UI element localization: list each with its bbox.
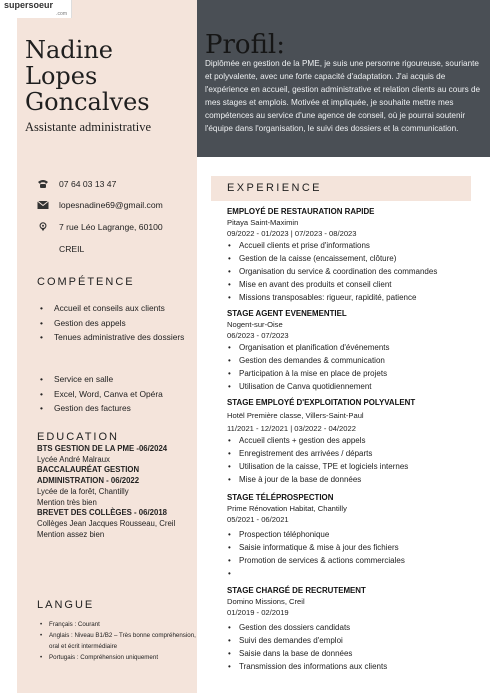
job-title: EMPLOYÉ DE RESTAURATION RAPIDE: [227, 207, 375, 216]
job-title: STAGE EMPLOYÉ D'EXPLOITATION POLYVALENT: [227, 398, 416, 407]
email-address[interactable]: lopesnadine69@gmail.com: [59, 200, 163, 210]
job-place: Nogent-sur-Oise: [227, 320, 283, 329]
contact-email: [37, 200, 163, 210]
job-dates: 06/2023 - 07/2023: [227, 331, 289, 340]
list-item: • Excel, Word, Canva et Opéra: [38, 387, 188, 402]
education-school: Lycée André Malraux: [37, 454, 110, 464]
job-title: STAGE AGENT EVENEMENTIEL: [227, 309, 347, 318]
education-degree: BACCALAURÉAT GESTION ADMINISTRATION - 06/2022: [37, 465, 140, 486]
job-dates: 09/2022 - 01/2023 | 07/2023 - 08/2023: [227, 229, 357, 238]
list-item: • Gestion de la caisse (encaissement, clôture): [227, 252, 482, 265]
job-entry: [227, 585, 482, 673]
education-list: [37, 444, 192, 540]
list-item: • Anglais : Niveau B1/B2 – Très bonne compréhension, oral et écrit intermédiaire: [38, 630, 196, 652]
job-place: Domino Missions, Creil: [227, 597, 305, 606]
list-item: • Utilisation de Canva quotidiennement: [227, 380, 482, 393]
list-item: • Gestion des factures: [38, 401, 188, 416]
phone-icon: [37, 179, 49, 189]
education-note: Mention très bien: [37, 497, 97, 507]
job-dates: 01/2019 - 02/2019: [227, 608, 289, 617]
list-item: • Enregistrement des arrivées / départs: [227, 447, 482, 460]
education-note: Mention assez bien: [37, 529, 105, 539]
profile-heading: Profil:: [205, 30, 285, 60]
experience-heading: EXPERIENCE: [227, 182, 322, 194]
list-item: • Accueil et conseils aux clients: [38, 301, 188, 316]
list-item: • Français : Courant: [38, 619, 196, 630]
competence-heading: COMPÉTENCE: [37, 276, 135, 288]
list-item: • Prospection téléphonique: [227, 528, 482, 541]
competence-list-2: [38, 372, 188, 416]
job-place: Prime Rénovation Habitat, Chantilly: [227, 504, 347, 513]
name-line: Lopes: [25, 62, 98, 90]
job-place: Hotël Première classe, Villers-Saint-Paul: [227, 411, 364, 420]
language-list: [38, 619, 196, 663]
job-tasks: [227, 239, 482, 304]
list-item: • Transmission des informations aux clients: [227, 660, 482, 673]
candidate-name: [25, 37, 150, 115]
brand-name: supersoeur: [4, 0, 54, 10]
list-item: • Gestion des demandes & communication: [227, 354, 482, 367]
list-item: • Accueil clients et prise d'informations: [227, 239, 482, 252]
brand-logo[interactable]: [0, 0, 72, 18]
list-item: • Accueil clients + gestion des appels: [227, 434, 482, 447]
list-item: • Portugais : Compréhension uniquement: [38, 652, 196, 663]
list-item: • Mise en avant des produits et conseil client: [227, 278, 482, 291]
job-entry: [227, 308, 482, 393]
list-item: • Organisation du service & coordination des commandes: [227, 265, 482, 278]
mail-icon: [37, 200, 49, 210]
contact-address: [37, 222, 163, 232]
job-title: Assistante administrative: [25, 120, 152, 134]
list-item: • Gestion des appels: [38, 316, 188, 331]
list-item: • Promotion de services & actions commerciales: [227, 554, 482, 567]
job-title: STAGE CHARGÉ DE RECRUTEMENT: [227, 586, 366, 595]
list-item: • Saisie informatique & mise à jour des fichiers: [227, 541, 482, 554]
brand-suffix: .com: [56, 11, 67, 17]
list-item: • Saisie dans la base de données: [227, 647, 482, 660]
job-title: STAGE TÉLÉPROSPECTION: [227, 493, 334, 502]
name-line: Nadine: [25, 36, 114, 64]
education-degree: BTS GESTION DE LA PME -06/2024: [37, 444, 168, 453]
education-heading: EDUCATION: [37, 431, 119, 443]
street-address: 7 rue Léo Lagrange, 60100: [59, 222, 163, 232]
experience-header: [211, 176, 471, 201]
competence-list: [38, 301, 188, 345]
list-item: • Tenues administrative des dossiers: [38, 330, 188, 345]
job-tasks: [227, 528, 482, 567]
education-degree: BREVET DES COLLÈGES - 06/2018: [37, 508, 167, 518]
name-line: Goncalves: [25, 88, 150, 116]
list-item: • Suivi des demandes d'emploi: [227, 634, 482, 647]
list-item: • Gestion des dossiers candidats: [227, 621, 482, 634]
job-entry: [227, 397, 482, 486]
list-item: • Mise à jour de la base de données: [227, 473, 482, 486]
list-item: • Missions transposables: rigueur, rapidité, patience: [227, 291, 482, 304]
job-dates: 11/2021 - 12/2021 | 03/2022 - 04/2022: [227, 424, 356, 433]
phone-number: 07 64 03 13 47: [59, 179, 117, 189]
profile-summary: Diplômée en gestion de la PME, je suis une personne rigoureuse, souriante et polyvalente, avec une forte capacité d'adaptation. J'ai acquis de l'expérience en accueil, gestion administrative et relation clients au cours de mes stages et emplois. Motivée et impliquée, je souhaite mettre mes compétences au service d'une agence de conseil, où je pourrai soutenir l'équipe dans l'organisation, le suivi des dossiers et la communication.: [205, 59, 481, 133]
job-tasks: [227, 621, 482, 673]
job-place: Pitaya Saint-Maximin: [227, 218, 299, 227]
education-school: Lycée de la forêt, Chantilly: [37, 486, 129, 496]
list-item: • Participation à la mise en place de projets: [227, 367, 482, 380]
job-tasks: [227, 341, 482, 393]
job-entry: [227, 492, 482, 567]
list-item: • Organisation et planification d'événements: [227, 341, 482, 354]
contact-city: CREIL: [59, 244, 85, 254]
list-item: • Utilisation de la caisse, TPE et logiciels internes: [227, 460, 482, 473]
job-tasks: [227, 434, 482, 486]
education-school: Collèges Jean Jacques Rousseau, Creil: [37, 518, 176, 528]
location-icon: [37, 222, 49, 232]
job-entry: [227, 206, 482, 304]
langue-heading: LANGUE: [37, 599, 95, 611]
list-item: • Service en salle: [38, 372, 188, 387]
job-dates: 05/2021 - 06/2021: [227, 515, 289, 524]
contact-phone: [37, 179, 116, 189]
